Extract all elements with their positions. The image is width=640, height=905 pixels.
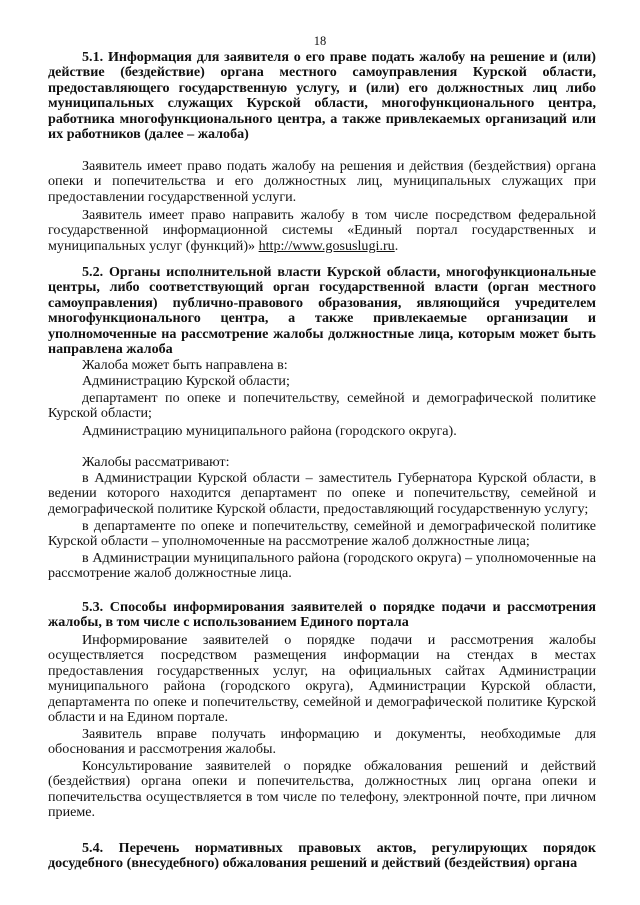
section-5-2-line-8: в Администрации муниципального района (городского округа) – уполномоченные на рассмотрение жалоб должностные лица. (48, 550, 596, 582)
section-5-3-heading: 5.3. Способы информирования заявителей о порядке подачи и рассмотрения жалобы, в том числе с использованием Единого портала (48, 599, 596, 631)
section-5-2-line-1: Жалоба может быть направлена в: (82, 357, 288, 373)
gosuslugi-link[interactable]: http://www.gosuslugi.ru (258, 237, 395, 254)
section-5-1-paragraph-2 (48, 208, 596, 254)
page-number: 18 (313, 34, 327, 48)
section-5-2-line-6: в Администрации Курской области – заместитель Губернатора Курской области, в ведении которого находится департамент по опеке и попечительству, семейной и демографической политике Курской области, предоставляющий государственную услугу; (48, 470, 596, 517)
paragraph-end: . (394, 237, 399, 254)
section-5-2-line-5: Жалобы рассматривают: (82, 454, 230, 470)
section-5-2-line-2: Администрацию Курской области; (82, 373, 290, 389)
section-5-2-heading: 5.2. Органы исполнительной власти Курской области, многофункциональные центры, либо соответствующий орган государственной власти (орган местного самоуправления) публично-правового образования, являющийся учредителем многофункционального центра, а также привлекаемые организации и уполномоченные на рассмотрение жалобы должностные лица, которым может быть направлена жалоба (48, 264, 596, 358)
section-5-1-paragraph-1: Заявитель имеет право подать жалобу на решения и действия (бездействия) органа опеки и попечительства и его должностных лиц, муниципальных служащих при предоставлении государственной услуги. (48, 158, 596, 205)
section-5-3-paragraph-3: Консультирование заявителей о порядке обжалования решений и действий (бездействия) органа опеки и попечительства, должностных лиц органа опеки и попечительства осуществляется в том числе по телефону, электронной почте, при личном приеме. (48, 758, 596, 821)
section-5-3-paragraph-2: Заявитель вправе получать информацию и документы, необходимые для обоснования и рассмотрения жалобы. (48, 726, 596, 758)
section-5-2-line-3: департамент по опеке и попечительству, семейной и демографической политике Курской области; (48, 390, 596, 422)
paragraph-text: Заявитель имеет право направить жалобу в том числе посредством федеральной государственной информационной системы «Единый портал государственных и муниципальных услуг (функций)» (48, 207, 596, 254)
section-5-2-line-4: Администрацию муниципального района (городского округа). (82, 423, 457, 439)
section-5-2-line-7: в департаменте по опеке и попечительству, семейной и демографической политике Курской области – уполномоченные на рассмотрение жалоб должностные лица; (48, 518, 596, 550)
section-5-3-paragraph-1: Информирование заявителей о порядке подачи и рассмотрения жалобы осуществляется посредством размещения информации на стендах в местах предоставления государственных услуг, на официальных сайтах Администрации муниципального района (городского округа), Администрации Курской области, департамента по опеке и попечительству, семейной и демографической политике Курской области и на Едином портале. (48, 632, 596, 726)
section-5-4-heading: 5.4. Перечень нормативных правовых актов, регулирующих порядок досудебного (внесудебного) обжалования решений и действий (бездействия) органа (48, 840, 596, 872)
section-5-1-heading: 5.1. Информация для заявителя о его праве подать жалобу на решение и (или) действие (бездействие) органа местного самоуправления Курской области, предоставляющего государственную услугу, и (или) его должностных лиц либо муниципальных служащих Курской области, многофункционального центра, работника многофункционального центра, а также привлекаемых организаций или их работников (далее – жалоба) (48, 49, 596, 143)
